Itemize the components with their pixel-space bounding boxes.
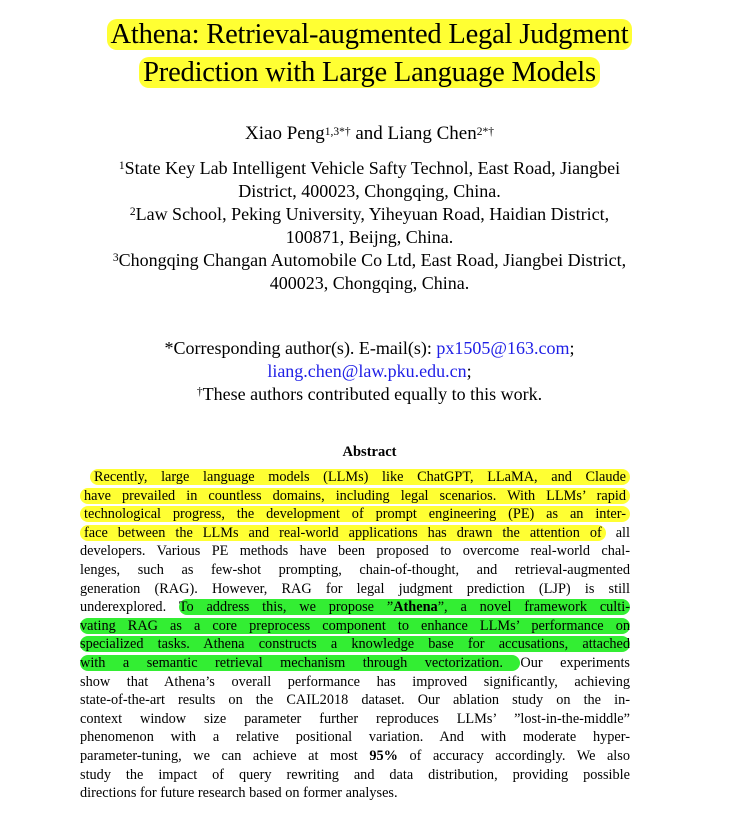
abstract-body	[80, 468, 630, 803]
abstract-text: context window size parameter further reproduces LLMs’ ”lost-in-the-middle”	[80, 710, 630, 727]
abstract-text: state-of-the-art results on the CAIL2018 dataset. Our ablation study on the in-	[80, 692, 630, 709]
author-list	[0, 122, 739, 146]
abstract-line	[80, 710, 630, 729]
abstract-bold-text: 95%	[369, 747, 398, 764]
abstract-line	[80, 747, 630, 766]
affiliation-number: 2	[129, 206, 136, 218]
abstract-line	[80, 635, 630, 654]
abstract-text: show that Athena’s overall performance has improved significantly, achieving	[80, 673, 630, 690]
abstract-line	[80, 487, 630, 506]
abstract-highlight-yellow: Recently, large language models (LLMs) like ChatGPT, LLaMA, and Claude	[90, 469, 630, 485]
abstract-highlight-green: vating RAG as a core preprocess component to enhance LLMs’ performance on	[80, 617, 630, 634]
abstract-line	[80, 561, 630, 580]
affiliation-line: 100871, Beijng, China.	[285, 227, 454, 247]
author-connector: and	[350, 123, 388, 144]
author-name: Liang Chen	[387, 123, 477, 144]
abstract-text: all	[605, 524, 630, 541]
abstract-line	[80, 468, 630, 487]
abstract-text: lenges, such as few-shot prompting, chain-of-thought, and retrieval-augmented	[80, 561, 630, 578]
affiliation-1	[60, 157, 679, 203]
paper-title	[0, 16, 739, 92]
affiliation-line: State Key Lab Intelligent Vehicle Safty Technol, East Road, Jiangbei	[124, 158, 621, 178]
abstract-line	[80, 691, 630, 710]
abstract-text: parameter-tuning, we can achieve at most	[80, 747, 370, 764]
abstract-bold-text: Athena	[393, 599, 438, 616]
affiliation-line: Chongqing Changan Automobile Co Ltd, East Road, Jiangbei District,	[118, 250, 627, 270]
email-separator: ;	[466, 361, 472, 381]
abstract-line	[80, 505, 630, 524]
author-affiliation-marks: 1,3*†	[324, 126, 351, 138]
affiliation-line: District, 400023, Chongqing, China.	[238, 181, 501, 201]
affiliation-number: 1	[118, 160, 125, 172]
title-line-1: Athena: Retrieval-augmented Legal Judgment	[107, 19, 633, 50]
title-line-2: Prediction with Large Language Models	[139, 57, 600, 88]
abstract-line	[80, 617, 630, 636]
correspondence-block	[0, 337, 739, 406]
author-affiliation-marks: 2*†	[476, 126, 494, 138]
abstract-line	[80, 580, 630, 599]
abstract-heading: Abstract	[342, 444, 397, 460]
equal-contribution-note: These authors contributed equally to this work.	[202, 384, 543, 404]
abstract-line	[80, 598, 630, 617]
email-link-2[interactable]: liang.chen@law.pku.edu.cn	[267, 361, 467, 381]
abstract-highlight-green: To address this, we propose ”Athena”, a novel framework culti-	[178, 599, 630, 616]
abstract-line	[80, 728, 630, 747]
abstract-line	[80, 766, 630, 785]
abstract-text: of accuracy accordingly. We also	[397, 747, 630, 764]
affiliation-line: Law School, Peking University, Yiheyuan Road, Haidian District,	[135, 204, 610, 224]
email-link-1[interactable]: px1505@163.com	[436, 338, 570, 358]
abstract-text: directions for future research based on former analyses.	[80, 785, 398, 802]
abstract-text: underexplored.	[80, 599, 179, 616]
abstract-highlight-green: specialized tasks. Athena constructs a knowledge base for accusations, attached	[80, 636, 630, 653]
affiliation-number: 3	[112, 252, 119, 264]
email-separator: ;	[569, 338, 575, 358]
affiliation-2	[60, 203, 679, 249]
abstract-line	[80, 524, 630, 543]
abstract-highlight-yellow: technological progress, the development of prompt engineering (PE) as an inter-	[80, 506, 630, 522]
affiliation-line: 400023, Chongqing, China.	[269, 273, 470, 293]
abstract-line	[80, 784, 630, 803]
abstract-text: generation (RAG). However, RAG for legal judgment prediction (LJP) is still	[80, 580, 630, 597]
dagger-mark: †	[196, 386, 203, 398]
affiliation-3	[60, 249, 679, 295]
abstract-text: developers. Various PE methods have been proposed to overcome real-world chal-	[80, 543, 630, 560]
abstract-text: phenomenon with a relative positional variation. And with moderate hyper-	[80, 729, 630, 746]
abstract-highlight-green: with a semantic retrieval mechanism through vectorization.	[80, 654, 521, 671]
abstract-highlight-yellow: have prevailed in countless domains, including legal scenarios. With LLMs’ rapid	[80, 488, 630, 504]
abstract-highlight-yellow: face between the LLMs and real-world applications has drawn the attention of	[80, 525, 606, 541]
abstract-line	[80, 654, 630, 673]
abstract-text: Our experiments	[520, 654, 630, 671]
abstract-text: study the impact of query rewriting and data distribution, providing possible	[80, 766, 630, 783]
abstract-line	[80, 542, 630, 561]
corresponding-label: *Corresponding author(s). E-mail(s):	[164, 338, 437, 358]
abstract-line	[80, 673, 630, 692]
author-name: Xiao Peng	[245, 123, 325, 144]
